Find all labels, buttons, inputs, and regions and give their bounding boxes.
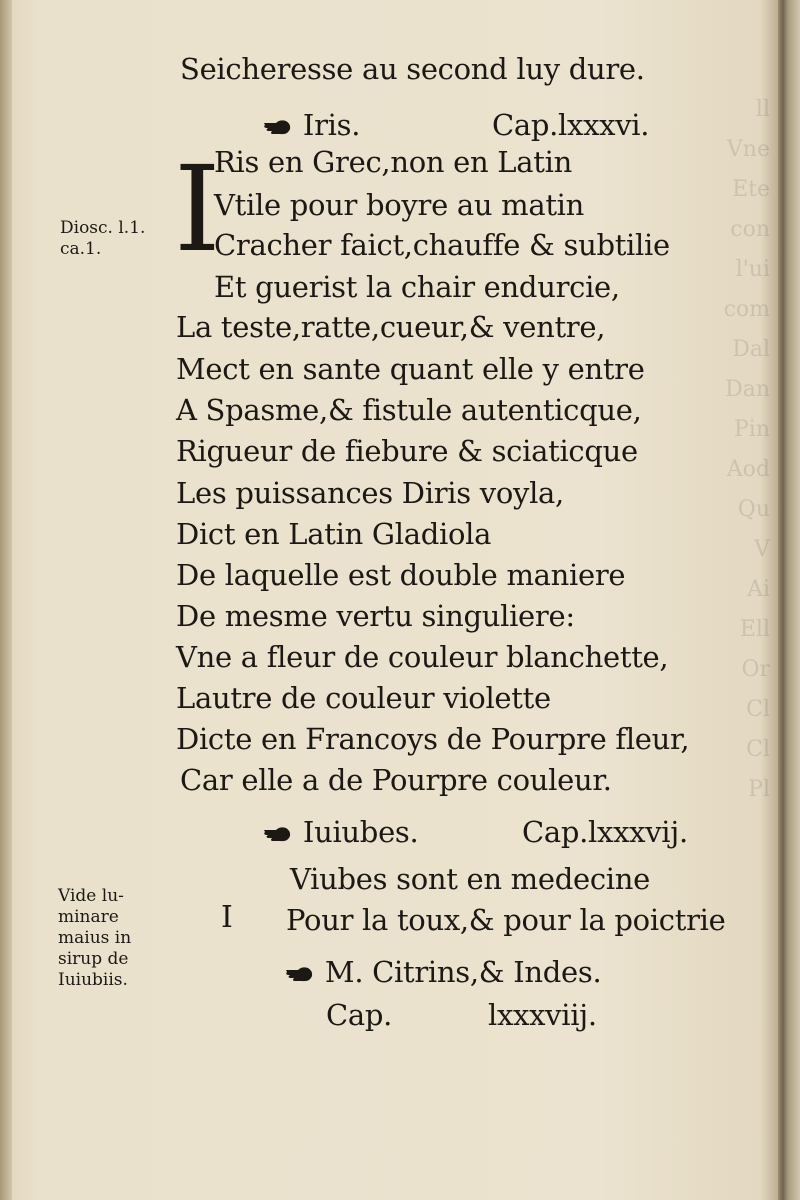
page-binding xyxy=(0,0,12,1200)
show-through-line: Aod xyxy=(726,457,770,482)
show-through-text xyxy=(680,90,770,990)
iuiubes-chapter: Cap.lxxxvij. xyxy=(522,815,688,849)
verse-line: A Spasme,& fistule autenticque, xyxy=(176,393,642,427)
header-line: Seicheresse au second luy dure. xyxy=(180,52,645,86)
pointing-hand-icon xyxy=(262,117,292,137)
show-through-line: Or xyxy=(741,657,770,682)
show-through-line: Qu xyxy=(737,497,770,522)
margin-note-line: Iuiubiis. xyxy=(58,970,128,990)
show-through-line: Pl xyxy=(748,777,770,802)
pointing-hand-icon xyxy=(262,824,292,844)
show-through-line: Dan xyxy=(725,377,770,402)
verse-line: Dict en Latin Gladiola xyxy=(176,517,492,551)
verse-line: De laquelle est double maniere xyxy=(176,558,626,592)
pointing-hand-icon xyxy=(284,964,314,984)
verse-line: Dicte en Francoys de Pourpre fleur, xyxy=(176,722,690,756)
iris-title: Iris. xyxy=(302,108,361,142)
citrins-title: M. Citrins,& Indes. xyxy=(324,955,602,989)
citrins-heading xyxy=(284,955,601,989)
show-through-line: con xyxy=(730,217,770,242)
verse-line: Viubes sont en medecine xyxy=(290,862,651,896)
page-edge xyxy=(778,0,800,1200)
margin-note-iris xyxy=(60,218,145,260)
iris-heading xyxy=(262,108,360,142)
show-through-line: Ete xyxy=(732,177,770,202)
verse-line: Rigueur de fiebure & sciaticque xyxy=(176,434,638,468)
verse-line: Et guerist la chair endurcie, xyxy=(214,270,620,304)
citrins-chapter-word: Cap. xyxy=(326,998,393,1032)
show-through-line: Vne xyxy=(726,137,770,162)
iuiubes-title: Iuiubes. xyxy=(302,815,419,849)
verse-line: De mesme vertu singuliere: xyxy=(176,599,575,633)
verse-line: Mect en sante quant elle y entre xyxy=(176,352,645,386)
verse-line: Les puissances Diris voyla, xyxy=(176,476,564,510)
verse-line: Cracher faict,chauffe & subtilie xyxy=(214,228,670,262)
verse-line: Lautre de couleur violette xyxy=(176,681,551,715)
citrins-chapter-number: lxxxviij. xyxy=(488,998,597,1032)
verse-line: Vne a fleur de couleur blanchette, xyxy=(176,640,669,674)
verse-line: Ris en Grec,non en Latin xyxy=(214,145,572,179)
iuiubes-heading xyxy=(262,815,418,849)
small-initial: I xyxy=(221,900,233,935)
margin-note-line: minare xyxy=(58,907,119,927)
verse-line: Car elle a de Pourpre couleur. xyxy=(180,763,612,797)
show-through-line: Cl xyxy=(746,697,770,722)
verse-line: Pour la toux,& pour la poictrie xyxy=(286,903,726,937)
margin-note-line: sirup de xyxy=(58,949,129,969)
show-through-line: Ell xyxy=(739,617,770,642)
margin-note-line: Diosc. l.1. xyxy=(60,218,146,238)
show-through-line: V xyxy=(754,537,770,562)
margin-note-line: ca.1. xyxy=(60,239,102,259)
verse-line: Vtile pour boyre au matin xyxy=(214,188,585,222)
verse-line: La teste,ratte,cueur,& ventre, xyxy=(176,310,606,344)
show-through-line: Dal xyxy=(732,337,770,362)
show-through-line: com xyxy=(723,297,770,322)
show-through-line: ll xyxy=(755,97,770,122)
show-through-line: Ai xyxy=(747,577,770,602)
show-through-line: l'ui xyxy=(735,257,770,282)
show-through-line: Pin xyxy=(733,417,770,442)
drop-cap: I xyxy=(174,140,221,278)
margin-note-line: maius in xyxy=(58,928,132,948)
margin-note-line: Vide lu- xyxy=(58,886,124,906)
show-through-line: Cl xyxy=(746,737,770,762)
margin-note-iuiubes xyxy=(58,886,131,991)
iris-chapter: Cap.lxxxvi. xyxy=(492,108,650,142)
